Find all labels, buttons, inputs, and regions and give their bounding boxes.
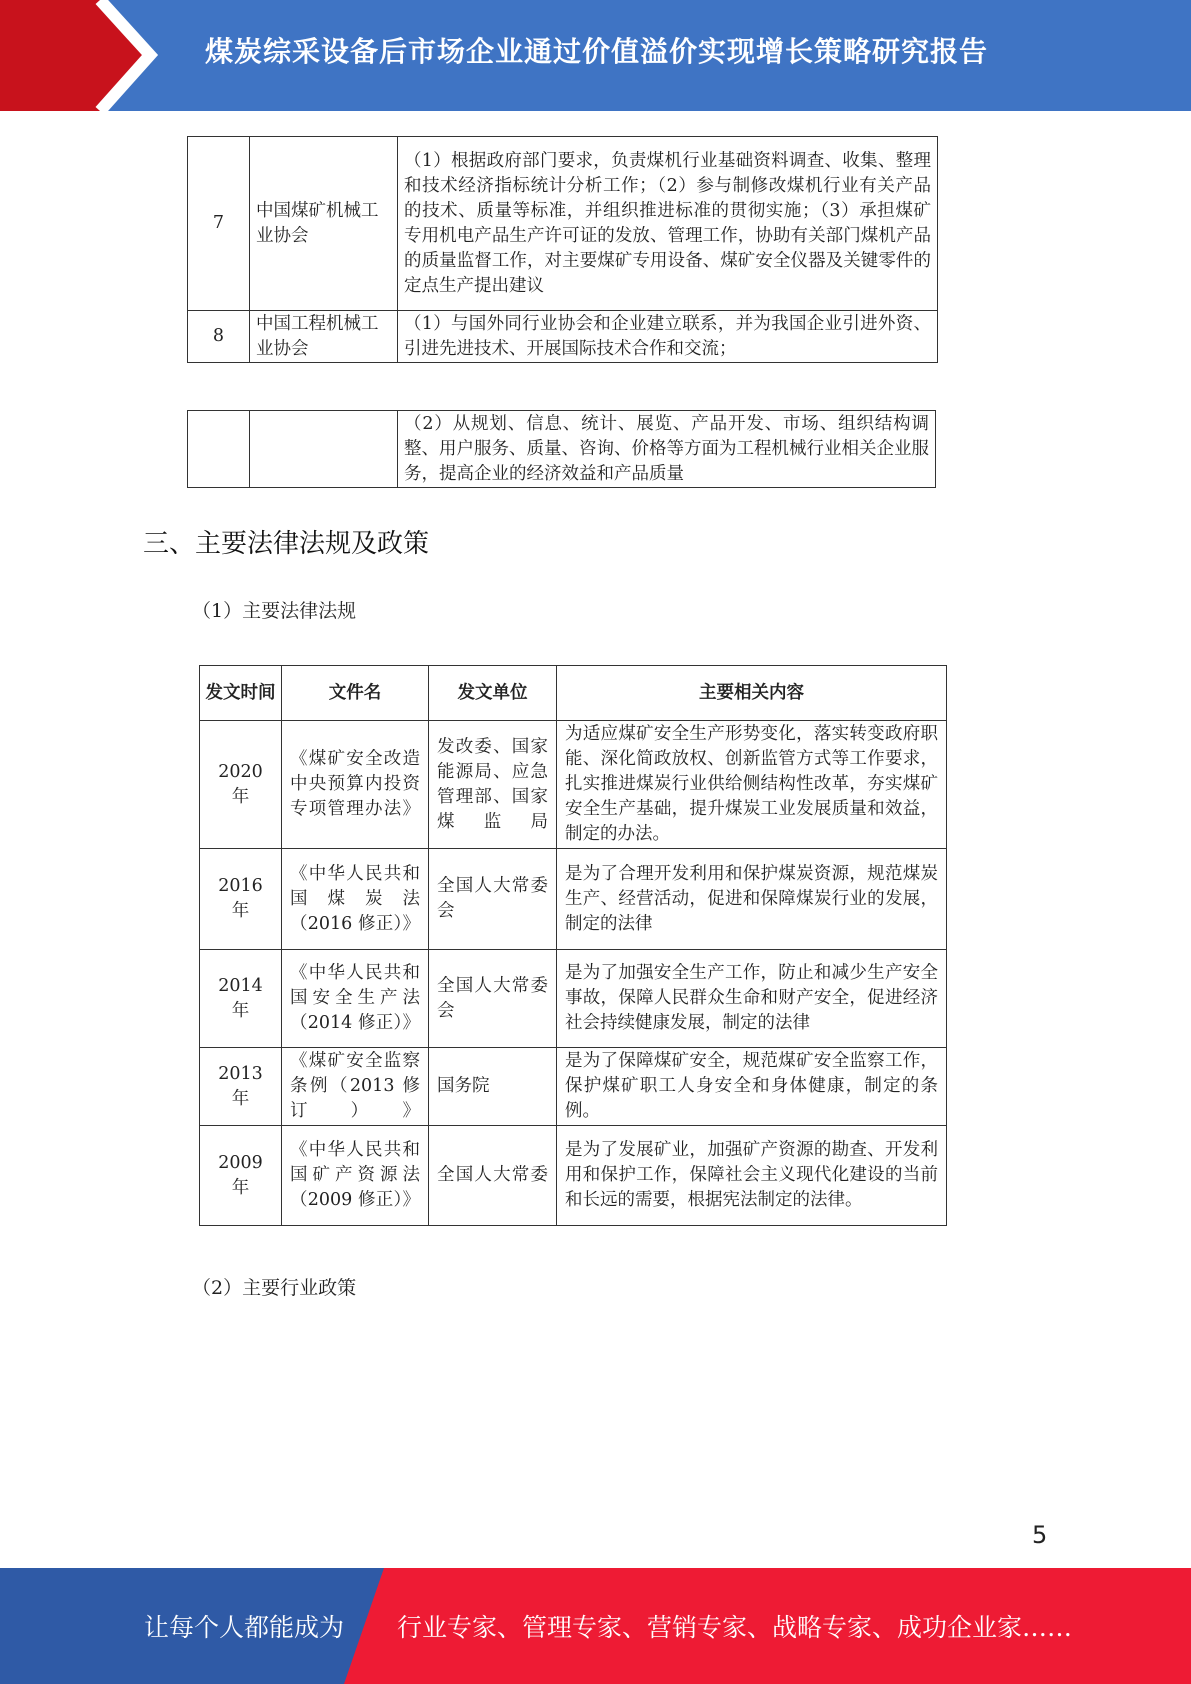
- issuer: 国务院: [429, 1048, 557, 1126]
- issue-year: 2013 年: [200, 1048, 282, 1126]
- issuer: 发改委、国家能源局、应急管理部、国家煤监局: [429, 721, 557, 849]
- subsection-laws: （1）主要法律法规: [192, 600, 357, 622]
- subsection-policies: （2）主要行业政策: [192, 1277, 357, 1299]
- association-duties: （1）根据政府部门要求，负责煤机行业基础资料调查、收集、整理和技术经济指标统计分析工作；（2）参与制修改煤机行业有关产品的技术、质量等标准，并组织推进标准的贯彻实施；（3）承担煤矿专用机电产品生产许可证的发放、管理工作，协助有关部门煤机产品的质量监督工作，对主要煤矿专用设备、煤矿安全仪器及关键零件的定点生产提出建议: [398, 137, 938, 311]
- document-name: 《中华人民共和国煤炭法（2016 修正）》: [282, 849, 429, 950]
- main-content: 是为了发展矿业，加强矿产资源的勘查、开发利用和保护工作，保障社会主义现代化建设的当前和长远的需要，根据宪法制定的法律。: [557, 1126, 947, 1226]
- document-name: 《煤矿安全改造中央预算内投资专项管理办法》: [282, 721, 429, 849]
- document-name: 《中华人民共和国安全生产法（2014 修正）》: [282, 950, 429, 1048]
- issuer: 全国人大常委会: [429, 950, 557, 1048]
- table-header-row: [200, 666, 947, 721]
- table-row: [188, 311, 938, 363]
- issuer: 全国人大常委会: [429, 849, 557, 950]
- column-header: 发文单位: [429, 666, 557, 721]
- main-content: 是为了加强安全生产工作，防止和减少生产安全事故，保障人民群众生命和财产安全，促进经济社会持续健康发展，制定的法律: [557, 950, 947, 1048]
- row-number: 7: [188, 137, 250, 311]
- page-number: 5: [1032, 1521, 1048, 1549]
- column-header: 发文时间: [200, 666, 282, 721]
- issue-year: 2020 年: [200, 721, 282, 849]
- page-footer: [0, 1568, 1191, 1684]
- document-name: 《煤矿安全监察条例（2013 修订）》: [282, 1048, 429, 1126]
- table-row: [200, 1126, 947, 1226]
- issue-year: 2014 年: [200, 950, 282, 1048]
- association-duties: （2）从规划、信息、统计、展览、产品开发、市场、组织结构调整、用户服务、质量、咨询、价格等方面为工程机械行业相关企业服务，提高企业的经济效益和产品质量: [398, 411, 936, 488]
- page-header: [0, 0, 1191, 111]
- report-title: 煤炭综采设备后市场企业通过价值溢价实现增长策略研究报告: [205, 35, 989, 68]
- issuer: 全国人大常委: [429, 1126, 557, 1226]
- footer-slogan-left: 让每个人都能成为: [144, 1613, 345, 1642]
- table-row: [200, 849, 947, 950]
- main-content: 是为了合理开发利用和保护煤炭资源，规范煤炭生产、经营活动，促进和保障煤炭行业的发展，制定的法律: [557, 849, 947, 950]
- issue-year: 2016 年: [200, 849, 282, 950]
- table-row: [188, 137, 938, 311]
- association-table-continuation: [187, 410, 936, 488]
- laws-table: [199, 665, 947, 1226]
- table-row: [188, 411, 936, 488]
- association-name: 中国煤矿机械工业协会: [250, 137, 398, 311]
- association-name: 中国工程机械工业协会: [250, 311, 398, 363]
- table-row: [200, 1048, 947, 1126]
- row-number: 8: [188, 311, 250, 363]
- table-row: [200, 950, 947, 1048]
- issue-year: 2009 年: [200, 1126, 282, 1226]
- main-content: 为适应煤矿安全生产形势变化，落实转变政府职能、深化简政放权、创新监管方式等工作要求，扎实推进煤炭行业供给侧结构性改革，夯实煤矿安全生产基础，提升煤炭工业发展质量和效益，制定的办法。: [557, 721, 947, 849]
- column-header: 文件名: [282, 666, 429, 721]
- main-content: 是为了保障煤矿安全，规范煤矿安全监察工作，保护煤矿职工人身安全和身体健康，制定的条例。: [557, 1048, 947, 1126]
- association-table: [187, 136, 938, 363]
- section-heading: 三、主要法律法规及政策: [143, 529, 430, 559]
- column-header: 主要相关内容: [557, 666, 947, 721]
- footer-slogan-right: 行业专家、管理专家、营销专家、战略专家、成功企业家……: [397, 1613, 1073, 1642]
- document-name: 《中华人民共和国矿产资源法（2009 修正）》: [282, 1126, 429, 1226]
- table-row: [200, 721, 947, 849]
- association-duties: （1）与国外同行业协会和企业建立联系，并为我国企业引进外资、引进先进技术、开展国际技术合作和交流；: [398, 311, 938, 363]
